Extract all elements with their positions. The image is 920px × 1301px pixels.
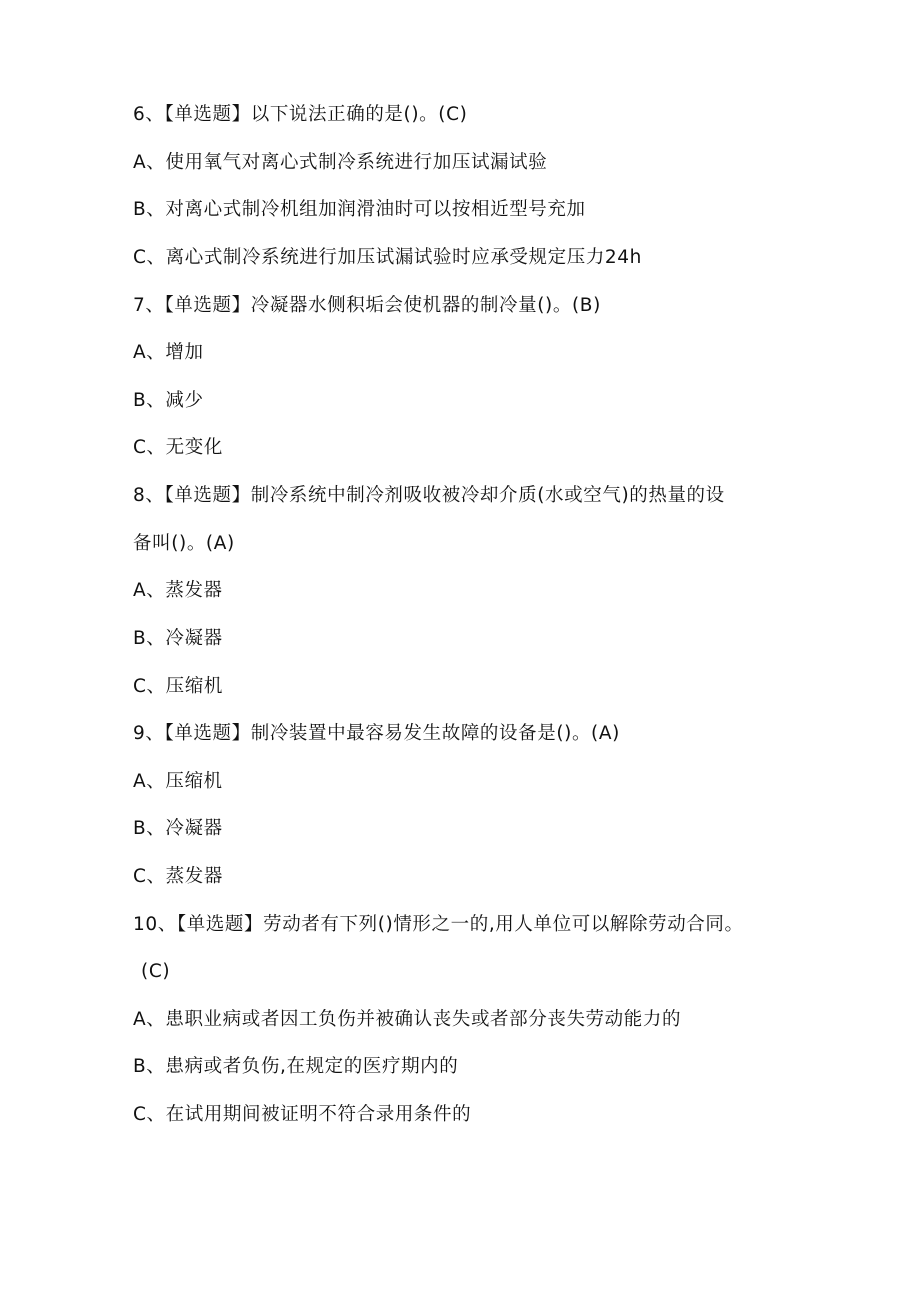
question-7-option-b: B、减少 bbox=[133, 390, 204, 411]
question-8-option-b: B、冷凝器 bbox=[133, 628, 223, 649]
question-6-stem: 6、【单选题】以下说法正确的是()。(C) bbox=[133, 104, 468, 125]
question-6-option-b: B、对离心式制冷机组加润滑油时可以按相近型号充加 bbox=[133, 199, 586, 220]
question-9-option-b: B、冷凝器 bbox=[133, 818, 223, 839]
question-8-stem-line1: 8、【单选题】制冷系统中制冷剂吸收被冷却介质(水或空气)的热量的设 bbox=[133, 485, 725, 506]
question-9-stem: 9、【单选题】制冷装置中最容易发生故障的设备是()。(A) bbox=[133, 723, 620, 744]
question-8-stem-line2: 备叫()。(A) bbox=[133, 533, 235, 554]
question-8-option-a: A、蒸发器 bbox=[133, 580, 223, 601]
question-6-option-c: C、离心式制冷系统进行加压试漏试验时应承受规定压力24h bbox=[133, 247, 642, 268]
question-10-stem-line1: 10、【单选题】劳动者有下列()情形之一的,用人单位可以解除劳动合同。 bbox=[133, 914, 744, 935]
question-10-option-c: C、在试用期间被证明不符合录用条件的 bbox=[133, 1104, 472, 1125]
question-8-option-c: C、压缩机 bbox=[133, 676, 223, 697]
question-10-option-a: A、患职业病或者因工负伤并被确认丧失或者部分丧失劳动能力的 bbox=[133, 1009, 682, 1030]
question-7-option-c: C、无变化 bbox=[133, 437, 223, 458]
question-9-option-c: C、蒸发器 bbox=[133, 866, 223, 887]
question-7-option-a: A、增加 bbox=[133, 342, 204, 363]
question-10-stem-line2: (C) bbox=[141, 961, 171, 982]
question-7-stem: 7、【单选题】冷凝器水侧积垢会使机器的制冷量()。(B) bbox=[133, 295, 601, 316]
question-10-option-b: B、患病或者负伤,在规定的医疗期内的 bbox=[133, 1056, 459, 1077]
question-9-option-a: A、压缩机 bbox=[133, 771, 223, 792]
question-6-option-a: A、使用氧气对离心式制冷系统进行加压试漏试验 bbox=[133, 152, 548, 173]
